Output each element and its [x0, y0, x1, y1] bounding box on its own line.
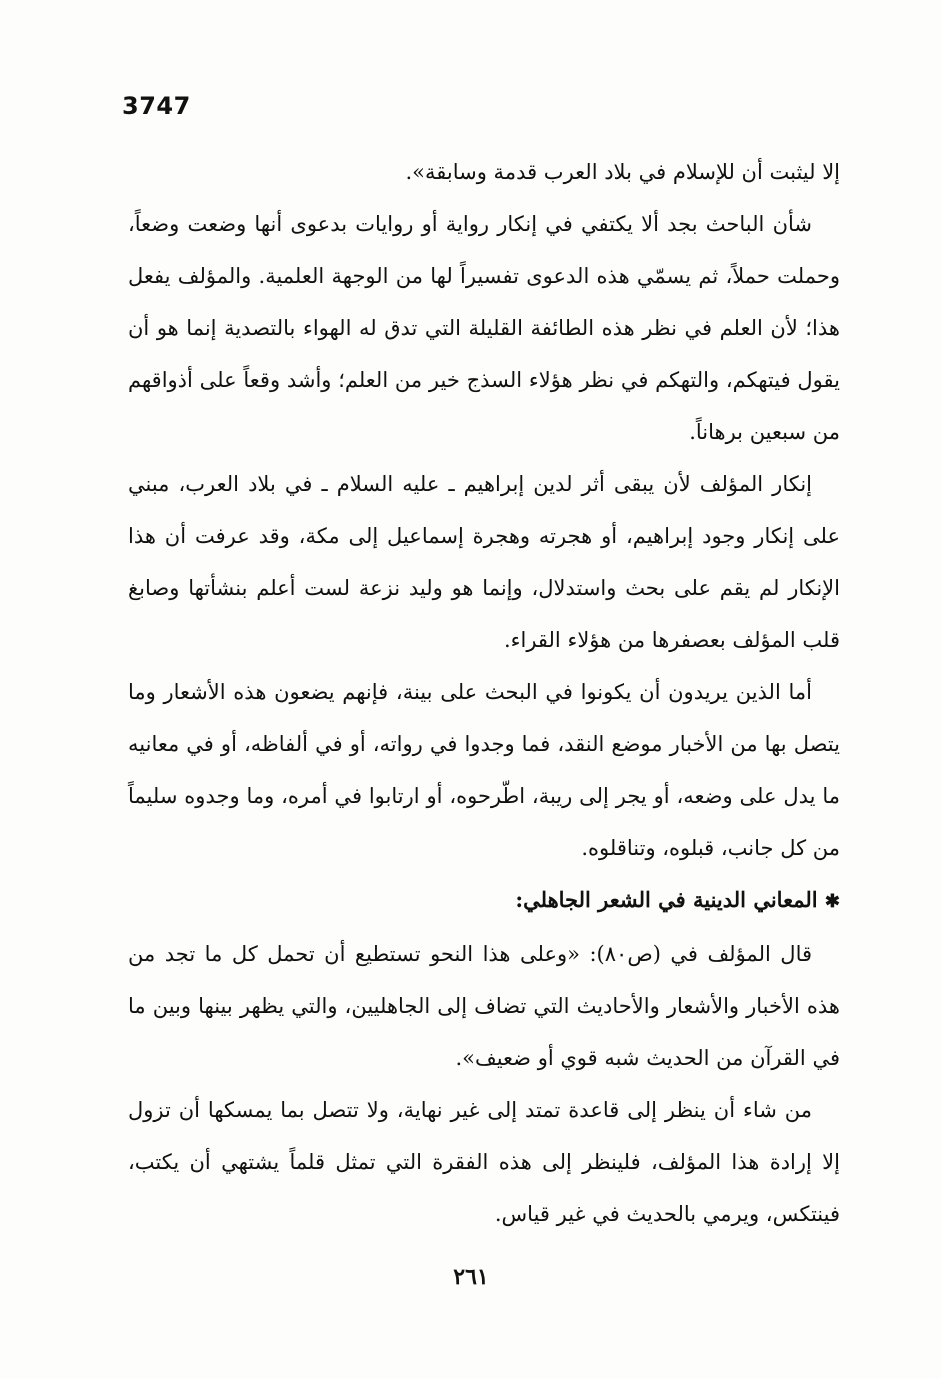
page-id: 3747 — [122, 92, 191, 120]
paragraph: إنكار المؤلف لأن يبقى أثر لدين إبراهيم ـ عليه السلام ـ في بلاد العرب، مبني على إنكار وجود إبراهيم، أو هجرته وهجرة إسماعيل إلى مكة، وقد عرفت أن هذا الإنكار لم يقم على بحث واستدلال، وإنما هو وليد نزعة لست أعلم بنشأتها وصابغ قلب المؤلف بعصفرها من هؤلاء القراء. — [128, 472, 840, 652]
section-heading — [128, 874, 840, 928]
paragraph: قال المؤلف في (ص٨٠): «وعلى هذا النحو تستطيع أن تحمل كل ما تجد من هذه الأخبار والأشعار والأحاديث التي تضاف إلى الجاهليين، والتي يظهر بينها وبين ما في القرآن من الحديث شبه قوي أو ضعيف». — [128, 942, 840, 1070]
paragraph: شأن الباحث بجد ألا يكتفي في إنكار رواية أو روايات بدعوى أنها وضعت وضعاً، وحملت حملاً، ثم يسمّي هذه الدعوى تفسيراً لها من الوجهة العلمية. والمؤلف يفعل هذا؛ لأن العلم في نظر هذه الطائفة القليلة التي تدق له الهواء بالتصدية إنما هو أن يقول فيتهكم، والتهكم في نظر هؤلاء السذج خير من العلم؛ وأشد وقعاً على أذواقهم من سبعين برهاناً. — [128, 212, 840, 444]
bullet-icon: ✱ — [824, 891, 840, 912]
paragraph: من شاء أن ينظر إلى قاعدة تمتد إلى غير نهاية، ولا تتصل بما يمسكها أن تزول إلا إرادة هذا المؤلف، فلينظر إلى هذه الفقرة التي تمثل قلماً يشتهي أن يكتب، فينتكس، ويرمي بالحديث في غير قياس. — [128, 1098, 840, 1226]
page-number: ٢٦١ — [453, 1264, 489, 1290]
section-heading-text: المعاني الدينية في الشعر الجاهلي: — [515, 887, 818, 912]
paragraph: أما الذين يريدون أن يكونوا في البحث على بينة، فإنهم يضعون هذه الأشعار وما يتصل بها من الأخبار موضع النقد، فما وجدوا في رواته، أو في ألفاظه، أو في معانيه ما يدل على وضعه، أو يجر إلى ريبة، اطّرحوه، أو ارتابوا في أمره، وما وجدوه سليماً من كل جانب، قبلوه، وتناقلوه. — [128, 680, 840, 860]
paragraph-continuation: إلا ليثبت أن للإسلام في بلاد العرب قدمة وسابقة». — [405, 160, 840, 184]
body-text — [128, 146, 840, 1240]
